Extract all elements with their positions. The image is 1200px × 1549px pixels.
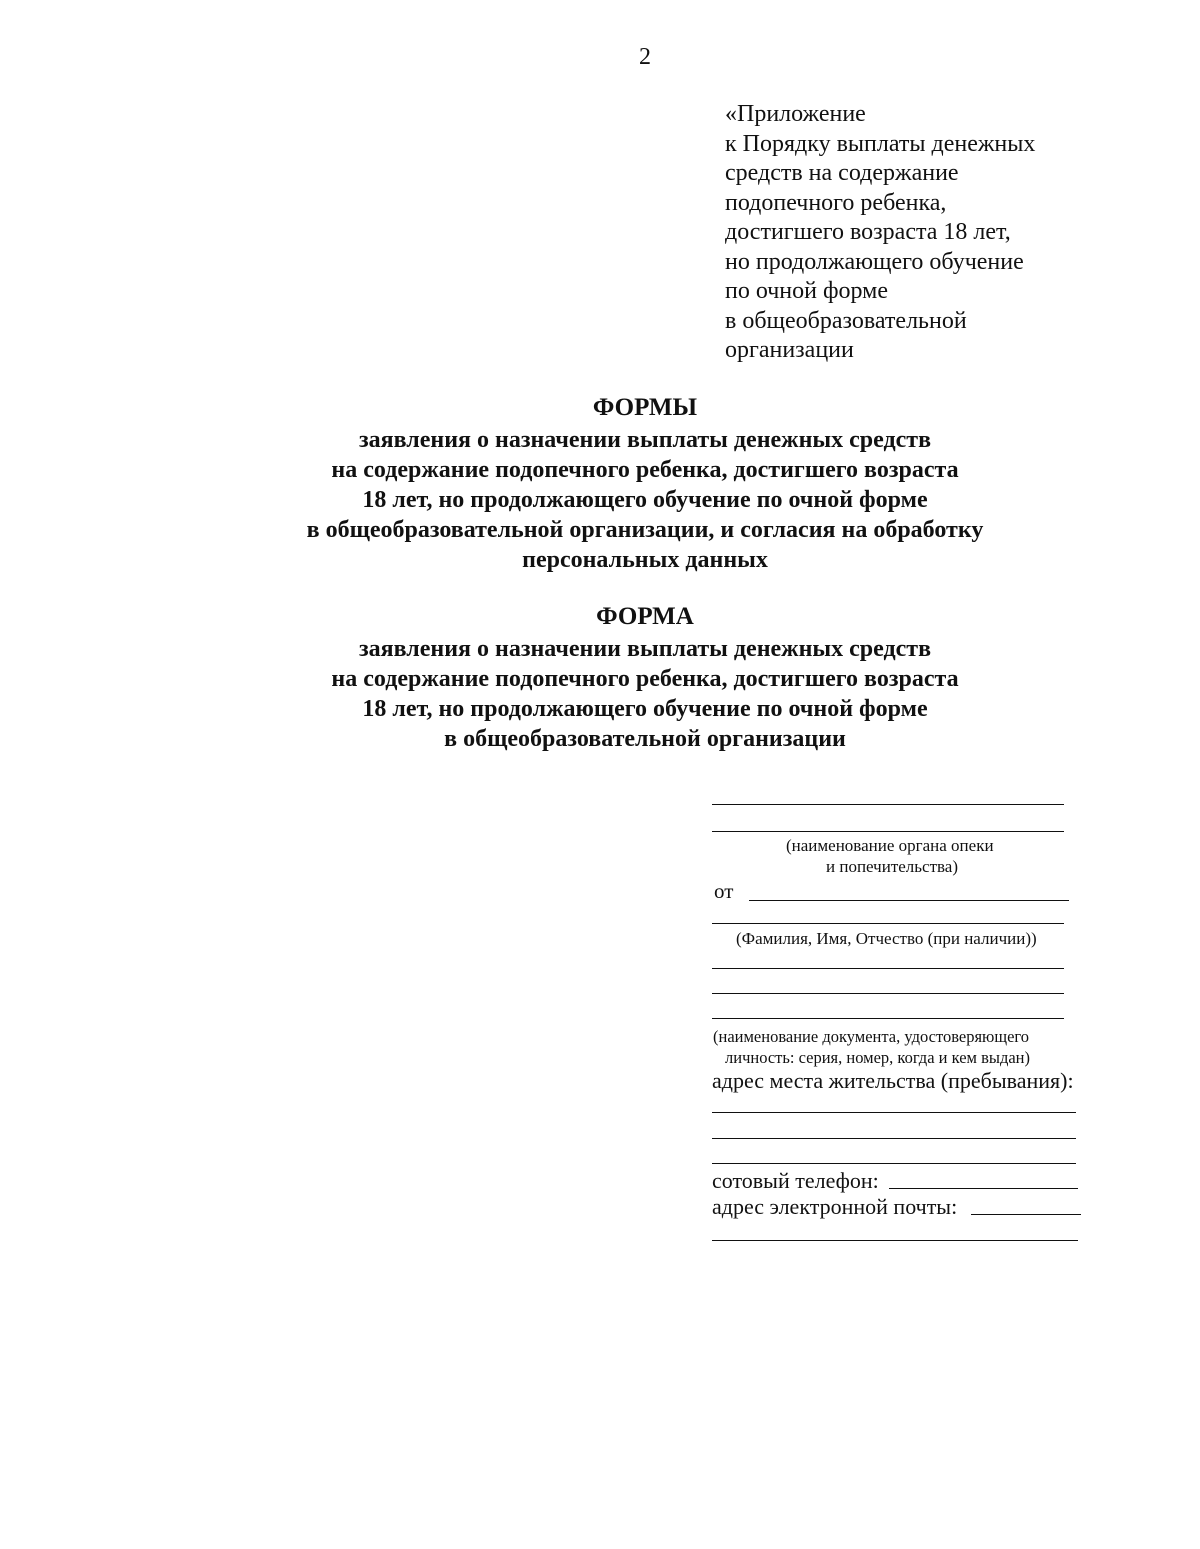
address-line[interactable] xyxy=(712,1163,1076,1164)
address-line[interactable] xyxy=(712,1112,1076,1113)
appendix-line: подопечного ребенка, xyxy=(725,189,947,216)
phone-label: сотовый телефон: xyxy=(712,1168,879,1193)
forms-heading-line: заявления о назначении выплаты денежных средств xyxy=(358,427,932,453)
form-title: ФОРМА xyxy=(596,603,694,630)
appendix-line: средств на содержание xyxy=(725,160,959,186)
page-number: 2 xyxy=(639,44,651,70)
phone-line[interactable] xyxy=(889,1188,1078,1189)
form-heading-line: 18 лет, но продолжающего обучение по очной форме xyxy=(362,696,928,722)
appendix-line: «Приложение xyxy=(725,101,866,127)
identity-document-line[interactable] xyxy=(712,968,1064,969)
from-label: от xyxy=(714,879,734,903)
appendix-line: к Порядку выплаты денежных xyxy=(725,130,1036,157)
appendix-line: достигшего возраста 18 лет, xyxy=(725,219,1011,245)
form-heading-line: на содержание подопечного ребенка, достигшего возраста xyxy=(331,666,959,692)
appendix-line: организации xyxy=(725,337,854,363)
appendix-reference xyxy=(725,100,1085,366)
appendix-line: но продолжающего обучение xyxy=(725,248,1024,275)
document-caption: личность: серия, номер, когда и кем выдан) xyxy=(725,1048,1031,1067)
email-line[interactable] xyxy=(971,1214,1081,1215)
forms-heading-line: на содержание подопечного ребенка, достигшего возраста xyxy=(331,457,959,483)
form-heading-line: в общеобразовательной организации xyxy=(444,726,846,752)
authority-caption: (наименование органа опеки xyxy=(786,836,994,855)
forms-heading-line: в общеобразовательной организации, и согласия на обработку xyxy=(306,517,984,543)
email-line[interactable] xyxy=(712,1240,1078,1241)
authority-name-line[interactable] xyxy=(712,804,1064,805)
from-line[interactable] xyxy=(749,900,1069,901)
appendix-line: по очной форме xyxy=(725,278,889,304)
forms-heading-line: персональных данных xyxy=(522,547,768,573)
name-caption: (Фамилия, Имя, Отчество (при наличии)) xyxy=(736,929,1037,948)
applicant-name-line[interactable] xyxy=(712,923,1064,924)
forms-title: ФОРМЫ xyxy=(592,394,698,421)
forms-heading-line: 18 лет, но продолжающего обучение по очной форме xyxy=(362,487,928,513)
appendix-line: в общеобразовательной xyxy=(725,307,967,334)
forms-heading xyxy=(0,393,1200,575)
identity-document-line[interactable] xyxy=(712,1018,1064,1019)
email-label: адрес электронной почты: xyxy=(712,1194,958,1219)
form-heading xyxy=(0,602,1200,754)
address-label: адрес места жительства (пребывания): xyxy=(712,1068,1074,1093)
authority-caption: и попечительства) xyxy=(826,857,959,876)
identity-document-line[interactable] xyxy=(712,993,1064,994)
address-line[interactable] xyxy=(712,1138,1076,1139)
document-caption: (наименование документа, удостоверяющего xyxy=(713,1027,1030,1046)
form-heading-line: заявления о назначении выплаты денежных средств xyxy=(358,636,932,662)
authority-name-line[interactable] xyxy=(712,831,1064,832)
